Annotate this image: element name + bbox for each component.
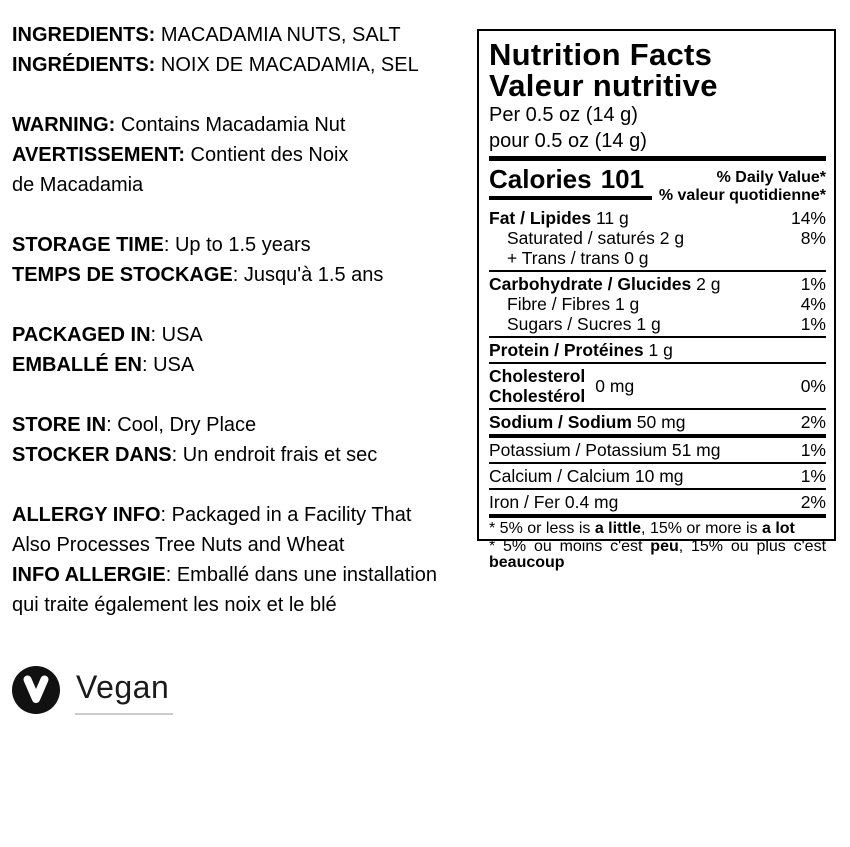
daily-value-header-en: % Daily Value* bbox=[716, 169, 826, 186]
store-in-line-en: STORE IN: Cool, Dry Place bbox=[12, 414, 257, 436]
row-calcium: Calcium / Calcium 10 mg 1% bbox=[489, 466, 826, 486]
cholesterol-dv: 0% bbox=[800, 376, 826, 396]
nutrition-title-en: Nutrition Facts bbox=[489, 37, 713, 72]
packaged-in-line-en: PACKAGED IN: USA bbox=[12, 324, 203, 346]
cholesterol-label-en: Cholesterol bbox=[489, 366, 586, 386]
fat-dv: 14% bbox=[790, 208, 826, 228]
calories-row bbox=[489, 165, 826, 205]
calories-value: Calories 101 bbox=[489, 165, 652, 200]
row-saturated: Saturated / saturés 2 g 8% bbox=[507, 228, 826, 248]
row-cholesterol bbox=[489, 366, 826, 406]
row-sugars: Sugars / Sucres 1 g 1% bbox=[507, 314, 826, 334]
vegan-badge bbox=[12, 666, 173, 715]
nutrition-facts-panel bbox=[477, 29, 836, 571]
cholesterol-label-fr: Cholestérol bbox=[489, 386, 586, 406]
calcium-dv: 1% bbox=[800, 466, 826, 486]
row-fat: Fat / Lipides 11 g 14% bbox=[489, 208, 826, 228]
row-iron: Iron / Fer 0.4 mg 2% bbox=[489, 492, 826, 512]
ingredients-group bbox=[12, 20, 477, 80]
storage-time-group bbox=[12, 230, 477, 290]
row-trans: + Trans / trans 0 g bbox=[507, 248, 649, 268]
potassium-dv: 1% bbox=[800, 440, 826, 460]
serving-size-fr: pour 0.5 oz (14 g) bbox=[489, 130, 647, 152]
product-info-panel bbox=[12, 20, 477, 650]
divider bbox=[489, 270, 826, 272]
store-in-group bbox=[12, 410, 477, 470]
carbohydrate-dv: 1% bbox=[800, 274, 826, 294]
iron-dv: 2% bbox=[800, 492, 826, 512]
allergy-line-en-cont: Also Processes Tree Nuts and Wheat bbox=[12, 534, 345, 556]
cholesterol-amount: 0 mg bbox=[595, 376, 635, 396]
warning-group bbox=[12, 110, 477, 200]
store-in-line-fr: STOCKER DANS: Un endroit frais et sec bbox=[12, 444, 378, 466]
allergy-line-fr-cont: qui traite également les noix et le blé bbox=[12, 594, 337, 616]
ingredients-line-en: INGREDIENTS: MACADAMIA NUTS, SALT bbox=[12, 24, 401, 46]
footnote-en: * 5% or less is a little, 15% or more is a lot bbox=[489, 520, 795, 537]
nutrition-title-fr: Valeur nutritive bbox=[489, 68, 718, 103]
vegan-v-icon bbox=[12, 666, 60, 714]
packaged-in-line-fr: EMBALLÉ EN: USA bbox=[12, 354, 195, 376]
allergy-info-group bbox=[12, 500, 477, 620]
row-carbohydrate: Carbohydrate / Glucides 2 g 1% bbox=[489, 274, 826, 294]
warning-line-fr: AVERTISSEMENT: Contient des Noix bbox=[12, 144, 349, 166]
ingredients-line-fr: INGRÉDIENTS: NOIX DE MACADAMIA, SEL bbox=[12, 54, 419, 76]
divider-thick bbox=[489, 156, 826, 161]
row-potassium: Potassium / Potassium 51 mg 1% bbox=[489, 440, 826, 460]
divider-thick bbox=[489, 514, 826, 518]
row-sodium: Sodium / Sodium 50 mg 2% bbox=[489, 412, 826, 432]
warning-line-fr-cont: de Macadamia bbox=[12, 174, 144, 196]
packaged-in-group bbox=[12, 320, 477, 380]
divider bbox=[489, 336, 826, 338]
storage-time-line-fr: TEMPS DE STOCKAGE: Jusqu'à 1.5 ans bbox=[12, 264, 384, 286]
sugars-dv: 1% bbox=[800, 314, 826, 334]
row-protein: Protein / Protéines 1 g bbox=[489, 340, 673, 360]
warning-line-en: WARNING: Contains Macadamia Nut bbox=[12, 114, 346, 136]
sodium-dv: 2% bbox=[800, 412, 826, 432]
daily-value-header bbox=[659, 165, 826, 205]
row-fibre: Fibre / Fibres 1 g 4% bbox=[507, 294, 826, 314]
allergy-line-fr: INFO ALLERGIE: Emballé dans une installation bbox=[12, 564, 437, 586]
nutrient-rows bbox=[489, 208, 826, 572]
storage-time-line-en: STORAGE TIME: Up to 1.5 years bbox=[12, 234, 311, 256]
divider bbox=[489, 408, 826, 410]
saturated-dv: 8% bbox=[800, 228, 826, 248]
footnote-fr: * 5% ou moins c'est peu, 15% ou plus c'est beaucoup bbox=[489, 537, 827, 571]
divider bbox=[489, 362, 826, 364]
fibre-dv: 4% bbox=[800, 294, 826, 314]
vegan-label: Vegan bbox=[75, 666, 173, 715]
divider bbox=[489, 488, 826, 490]
serving-size-en: Per 0.5 oz (14 g) bbox=[489, 104, 638, 126]
divider-thick bbox=[489, 434, 826, 438]
divider bbox=[489, 462, 826, 464]
daily-value-header-fr: % valeur quotidienne* bbox=[658, 187, 826, 204]
allergy-line-en: ALLERGY INFO: Packaged in a Facility That bbox=[12, 504, 412, 526]
